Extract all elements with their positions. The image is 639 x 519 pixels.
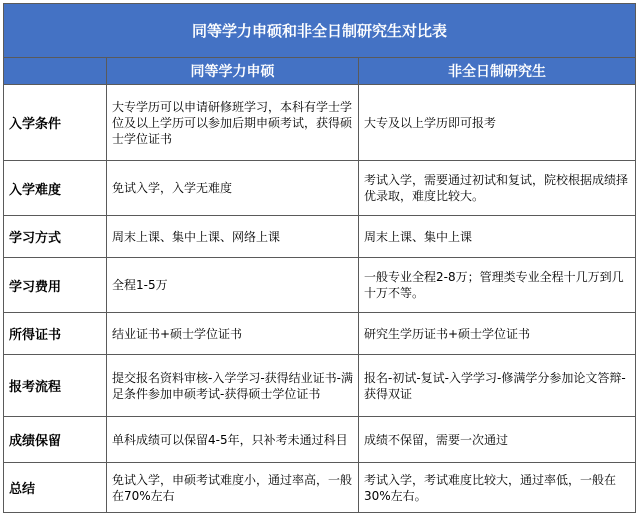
cell-part-time-postgrad: 大专及以上学历即可报考 — [359, 85, 636, 161]
cell-equivalent-degree: 周末上课、集中上课、网络上课 — [107, 216, 359, 258]
comparison-table-container — [3, 3, 635, 516]
cell-equivalent-degree: 大专学历可以申请研修班学习，本科有学士学位及以上学历可以参加后期申硕考试，获得硕士学位证书 — [107, 85, 359, 161]
table-row — [4, 463, 636, 513]
header-blank-cell — [4, 58, 107, 85]
cell-part-time-postgrad: 一般专业全程2-8万；管理类专业全程十几万到几十万不等。 — [359, 258, 636, 313]
row-label: 所得证书 — [4, 313, 107, 355]
cell-part-time-postgrad: 研究生学历证书+硕士学位证书 — [359, 313, 636, 355]
cell-part-time-postgrad: 报名-初试-复试-入学学习-修满学分参加论文答辩-获得双证 — [359, 355, 636, 417]
cell-equivalent-degree: 全程1-5万 — [107, 258, 359, 313]
row-label: 报考流程 — [4, 355, 107, 417]
row-label: 学习方式 — [4, 216, 107, 258]
table-row — [4, 258, 636, 313]
row-label: 学习费用 — [4, 258, 107, 313]
cell-part-time-postgrad: 考试入学，需要通过初试和复试，院校根据成绩择优录取，难度比较大。 — [359, 161, 636, 216]
cell-equivalent-degree: 免试入学，入学无难度 — [107, 161, 359, 216]
cell-equivalent-degree: 提交报名资料审核-入学学习-获得结业证书-满足条件参加申硕考试-获得硕士学位证书 — [107, 355, 359, 417]
comparison-table — [3, 3, 636, 513]
cell-equivalent-degree: 单科成绩可以保留4-5年，只补考未通过科目 — [107, 417, 359, 463]
row-label: 入学条件 — [4, 85, 107, 161]
header-equivalent-degree: 同等学力申硕 — [107, 58, 359, 85]
cell-equivalent-degree: 免试入学，申硕考试难度小，通过率高，一般在70%左右 — [107, 463, 359, 513]
cell-equivalent-degree: 结业证书+硕士学位证书 — [107, 313, 359, 355]
row-label: 入学难度 — [4, 161, 107, 216]
table-title: 同等学力申硕和非全日制研究生对比表 — [4, 4, 636, 58]
table-row — [4, 161, 636, 216]
table-row — [4, 417, 636, 463]
cell-part-time-postgrad: 成绩不保留，需要一次通过 — [359, 417, 636, 463]
cell-part-time-postgrad: 周末上课、集中上课 — [359, 216, 636, 258]
table-row — [4, 85, 636, 161]
cell-part-time-postgrad: 考试入学，考试难度比较大，通过率低，一般在30%左右。 — [359, 463, 636, 513]
header-part-time-postgrad: 非全日制研究生 — [359, 58, 636, 85]
table-row — [4, 355, 636, 417]
row-label: 总结 — [4, 463, 107, 513]
title-row — [4, 4, 636, 58]
row-label: 成绩保留 — [4, 417, 107, 463]
table-row — [4, 313, 636, 355]
table-row — [4, 216, 636, 258]
header-row — [4, 58, 636, 85]
